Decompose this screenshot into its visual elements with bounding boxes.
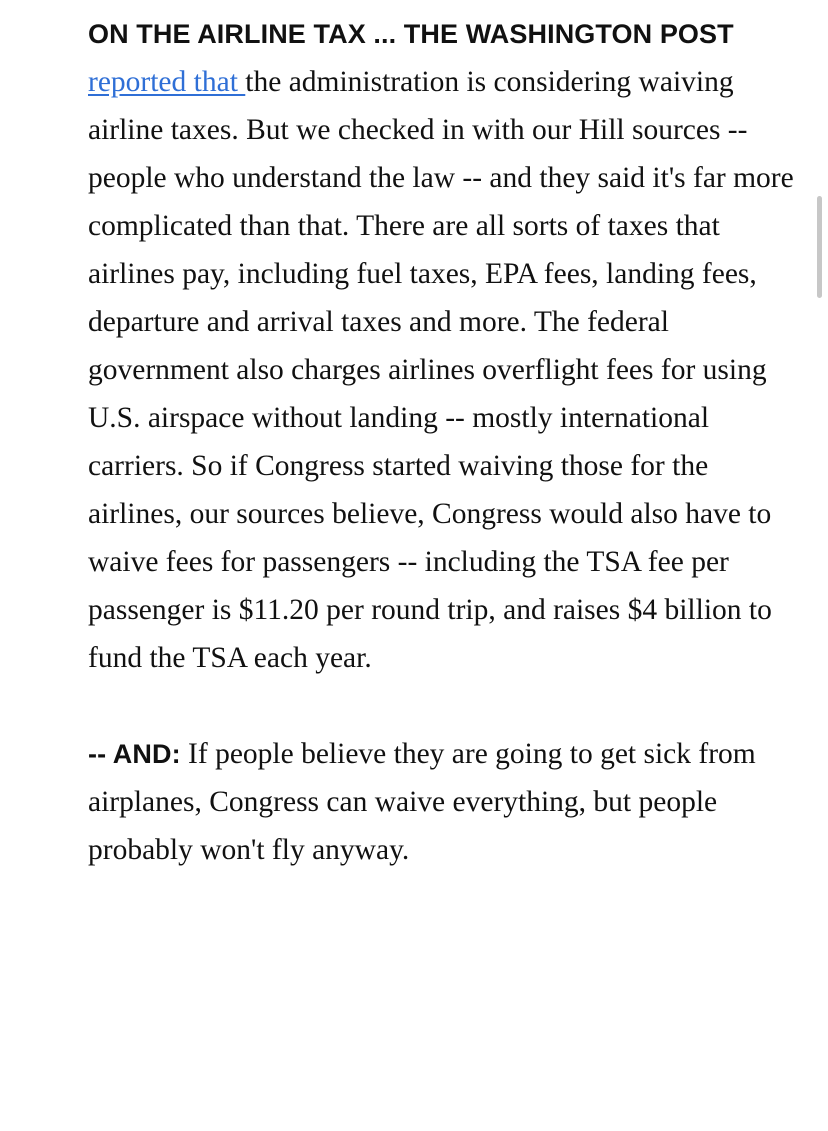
paragraph-lead-heading: -- AND:: [88, 739, 181, 769]
vertical-scrollbar[interactable]: [817, 196, 822, 298]
paragraph-and: [88, 730, 798, 874]
paragraph-body-text: the administration is considering waiving airline taxes. But we checked in with our Hill sources -- people who understand the law -- and they said it's far more complicated than that. There are all sorts of taxes that airlines pay, including fuel taxes, EPA fees, landing fees, departure and arrival taxes and more. The federal government also charges airlines overflight fees for using U.S. airspace without landing -- mostly international carriers. So if Congress started waiving those for the airlines, our sources believe, Congress would also have to waive fees for passengers -- including the TSA fee per passenger is $11.20 per round trip, and raises $4 billion to fund the TSA each year.: [88, 66, 794, 674]
paragraph-lead-heading: ON THE AIRLINE TAX ... THE WASHINGTON POST: [88, 19, 734, 49]
paragraph-airline-tax: [88, 10, 798, 682]
reported-that-link[interactable]: reported that: [88, 66, 246, 98]
article-body: [88, 10, 798, 874]
paragraph-body-text: If people believe they are going to get sick from airplanes, Congress can waive everything, but people probably won't fly anyway.: [88, 738, 756, 866]
